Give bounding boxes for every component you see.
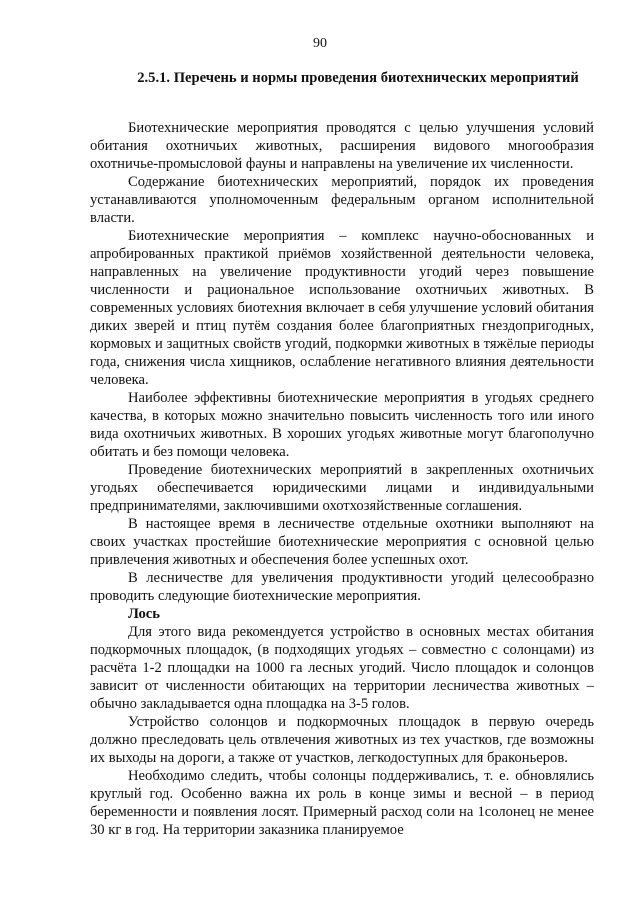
paragraph-responsibility: Проведение биотехнических мероприятий в закрепленных охотничьих угодьях обеспечивается юридическими лицами и индивидуальными предпринимателями, заключившими охотхозяйственные соглашения. [90,462,594,514]
paragraph-purpose: Биотехнические мероприятия проводятся с целью улучшения условий обитания охотничьих животных, расширения видового многообразия охотничье-промысловой фауны и направлены на увеличение их численности. [90,120,594,172]
subheading-moose: Лось [128,606,161,622]
paragraph-recommendation: В лесничестве для увеличения продуктивности угодий целесообразно проводить следующие биотехнические мероприятия. [90,570,594,604]
paragraph-effectiveness: Наиболее эффективны биотехнические мероприятия в угодьях среднего качества, в которых можно значительно повысить численность того или иного вида охотничьих животных. В хороших угодьях животные могут благополучно обитать и без помощи человека. [90,390,594,460]
paragraph-current-practice: В настоящее время в лесничестве отдельные охотники выполняют на своих участках простейшие биотехнические мероприятия с основной целью привлечения животных и обеспечения более успешных охот. [90,516,594,568]
paragraph-moose-placement: Устройство солонцов и подкормочных площадок в первую очередь должно преследовать цель отвлечения животных из тех участков, где возможны их выходы на дороги, а также от участков, легкодоступных для браконьеров. [90,714,594,766]
paragraph-moose-maintenance: Необходимо следить, чтобы солонцы поддерживались, т. е. обновлялись круглый год. Особенно важна их роль в конце зимы и весной – в период беременности и появления лосят. Примерный расход соли на 1солонец не менее 30 кг в год. На территории заказника планируемое [90,768,594,838]
page-number: 90 [313,36,327,51]
section-heading: 2.5.1. Перечень и нормы проведения биотехнических мероприятий [137,70,579,86]
paragraph-regulation: Содержание биотехнических мероприятий, порядок их проведения устанавливаются уполномоченным федеральным органом исполнительной власти. [90,174,594,226]
document-body [90,119,594,839]
paragraph-moose-feeding: Для этого вида рекомендуется устройство в основных местах обитания подкормочных площадок, (в подходящих угодьях – совместно с солонцами) из расчёта 1-2 площадки на 1000 га лесных угодий. Число площадок и солонцов зависит от численности обитающих на территории лесничества животных – обычно закладывается одна площадка на 3-5 голов. [90,624,594,712]
paragraph-definition: Биотехнические мероприятия – комплекс научно-обоснованных и апробированных практикой приёмов хозяйственной деятельности человека, направленных на увеличение продуктивности угодий через повышение численности и рациональное использование охотничьих животных. В современных условиях биотехния включает в себя улучшение условий обитания диких зверей и птиц путём создания более благоприятных гнездопригодных, кормовых и защитных свойств угодий, подкормки животных в тяжёлые периоды года, снижения числа хищников, ослабление негативного влияния деятельности человека. [90,228,594,388]
